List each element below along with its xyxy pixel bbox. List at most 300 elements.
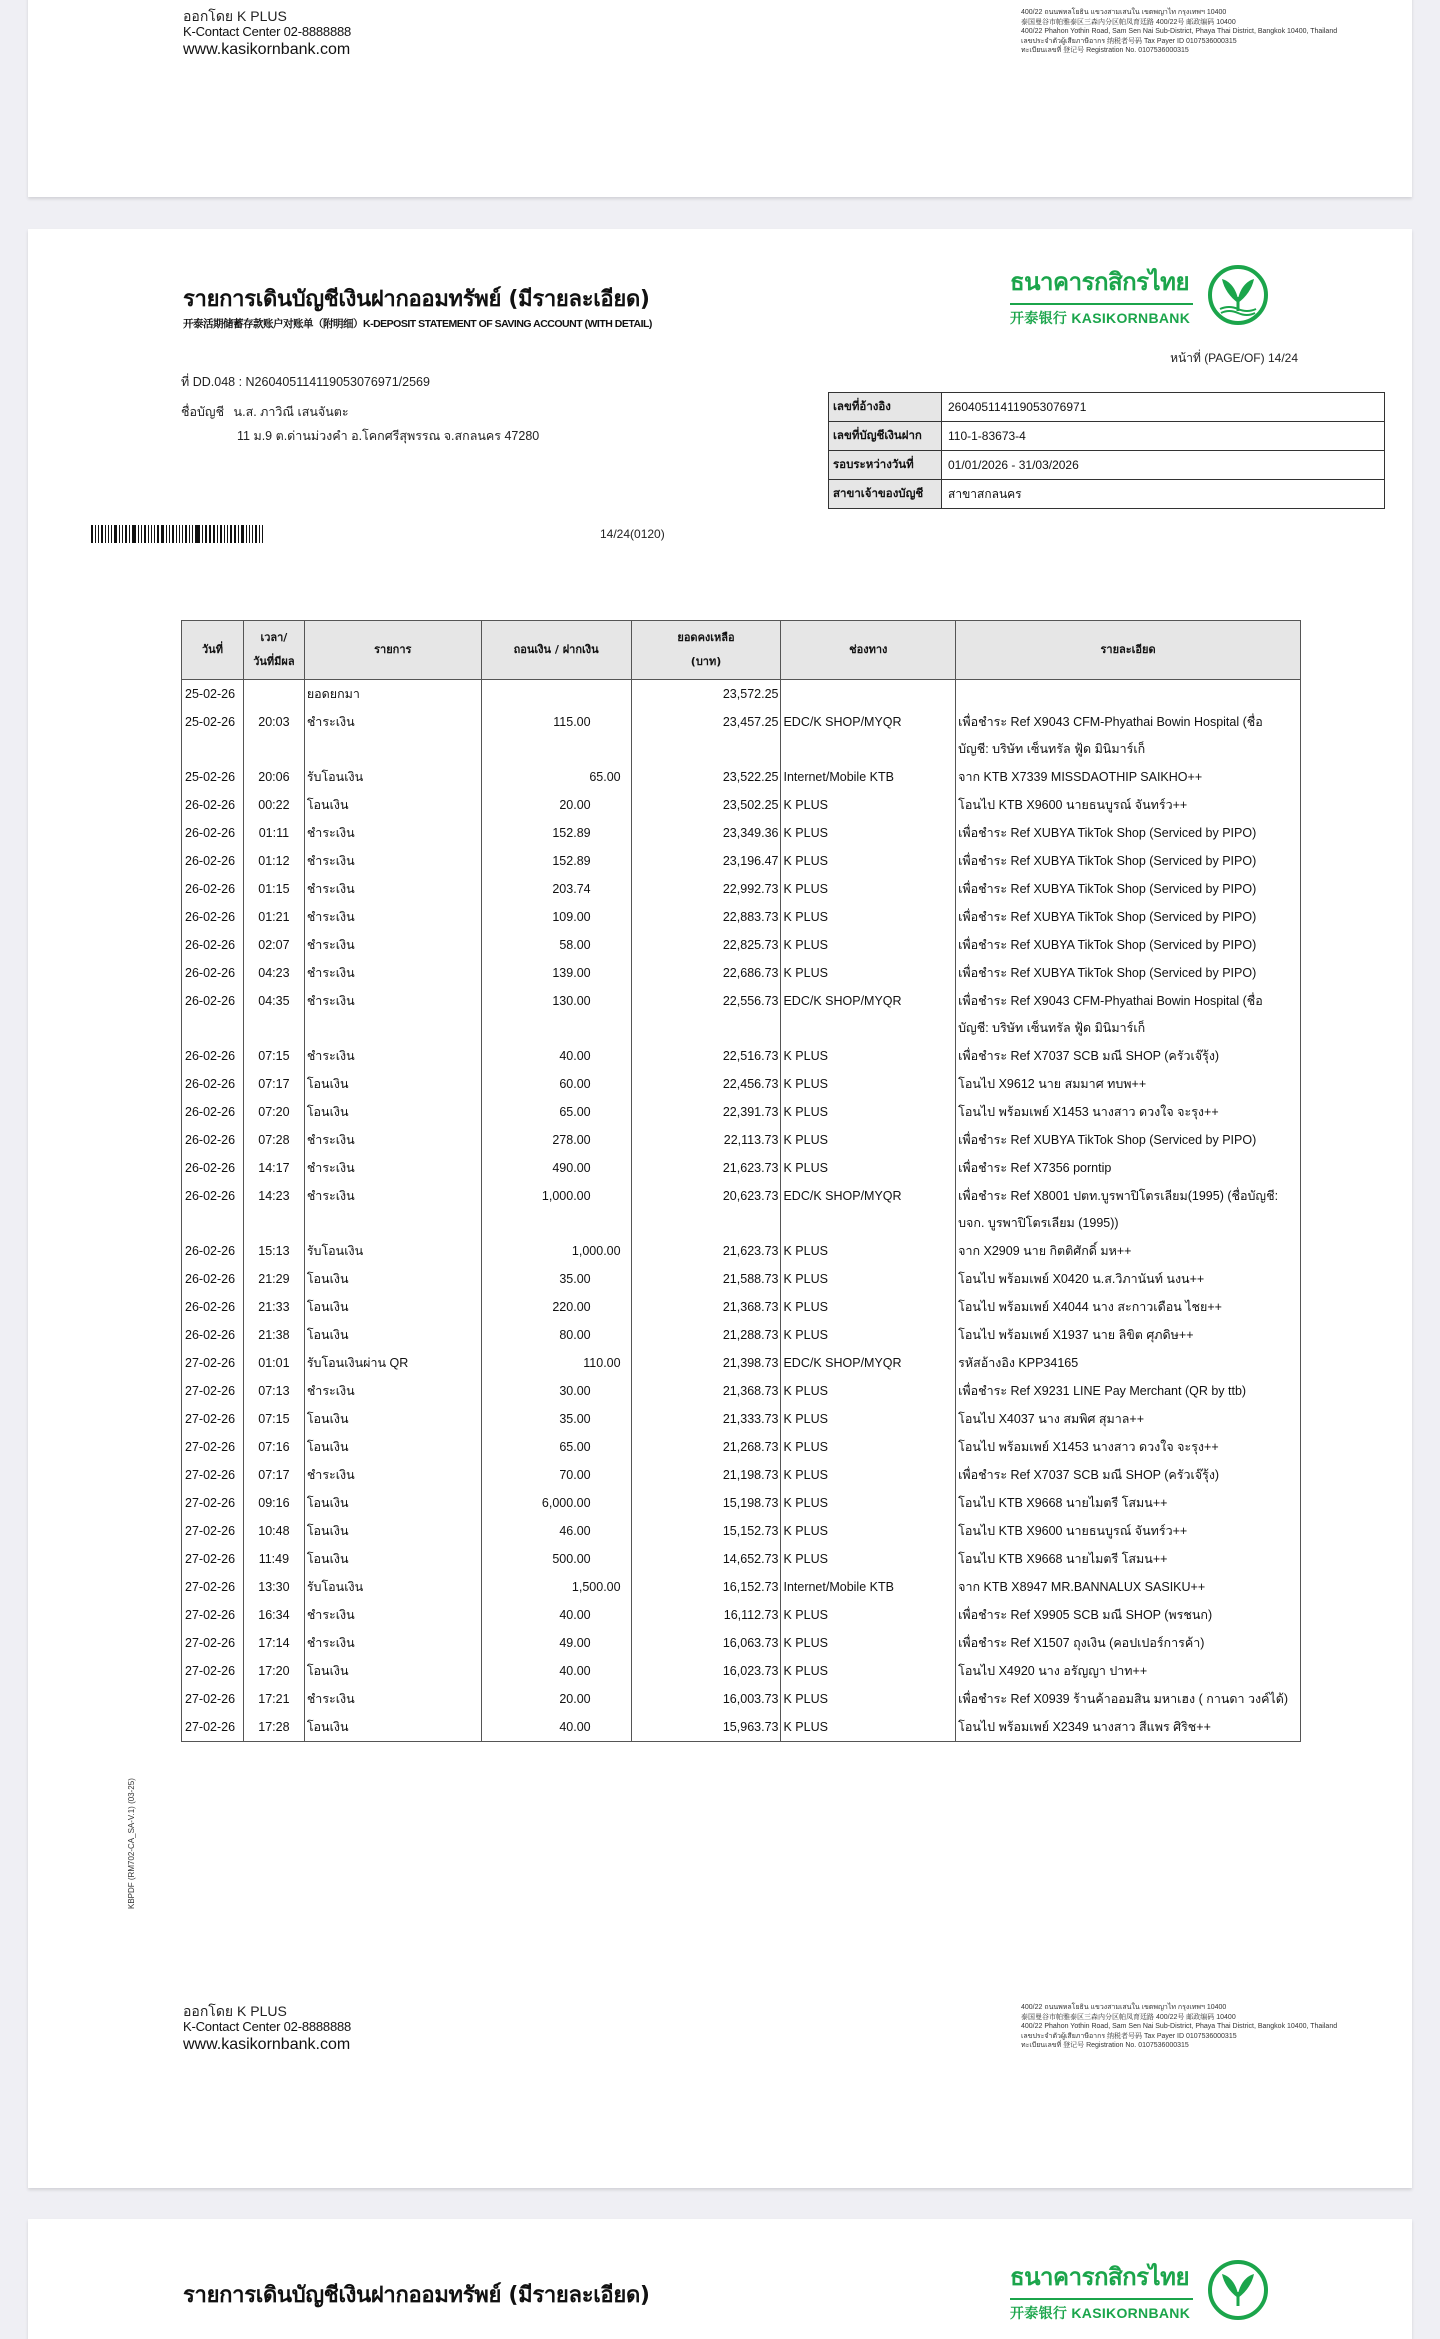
- txn-description: รับโอนเงิน: [304, 1237, 481, 1265]
- table-row: [182, 708, 1301, 763]
- barcode-bar: [185, 525, 187, 543]
- barcode-bar: [255, 525, 257, 543]
- txn-description: ชำระเงิน: [304, 708, 481, 763]
- txn-time: 14:17: [243, 1154, 304, 1182]
- txn-time: [243, 680, 304, 709]
- txn-channel: EDC/K SHOP/MYQR: [781, 708, 956, 763]
- txn-time: 07:13: [243, 1377, 304, 1405]
- txn-time: 01:11: [243, 819, 304, 847]
- txn-channel: K PLUS: [781, 1126, 956, 1154]
- barcode-bar: [176, 525, 177, 543]
- txn-balance: 21,368.73: [631, 1293, 781, 1321]
- txn-date: 27-02-26: [182, 1657, 244, 1685]
- table-row: [182, 875, 1301, 903]
- txn-withdraw: 49.00: [481, 1629, 631, 1657]
- txn-time: 17:21: [243, 1685, 304, 1713]
- barcode-bar: [129, 525, 130, 543]
- info-label: เลขที่บัญชีเงินฝาก: [829, 422, 942, 451]
- barcode-bar: [209, 525, 211, 543]
- barcode-bar: [101, 525, 103, 543]
- txn-channel: K PLUS: [781, 1601, 956, 1629]
- table-row: [182, 1545, 1301, 1573]
- txn-withdraw: 60.00: [481, 1070, 631, 1098]
- barcode-bar: [148, 525, 149, 543]
- table-row: [182, 903, 1301, 931]
- txn-time: 07:17: [243, 1461, 304, 1489]
- txn-withdraw: 40.00: [481, 1042, 631, 1070]
- barcode-bar: [119, 525, 120, 543]
- txn-detail: โอนไป พร้อมเพย์ X1937 นาย ลิขิต ศุภดิษ++: [956, 1321, 1301, 1349]
- account-info-box: [828, 392, 1385, 509]
- txn-withdraw: 152.89: [481, 819, 631, 847]
- txn-description: ชำระเงิน: [304, 931, 481, 959]
- txn-date: 27-02-26: [182, 1685, 244, 1713]
- barcode-bar: [138, 525, 139, 543]
- txn-channel: K PLUS: [781, 1265, 956, 1293]
- txn-channel: K PLUS: [781, 791, 956, 819]
- footer-issued-by: ออกโดย K PLUS: [183, 2003, 287, 2019]
- txn-withdraw: 46.00: [481, 1517, 631, 1545]
- txn-description: รับโอนเงินผ่าน QR: [304, 1349, 481, 1377]
- footer-issued-by: ออกโดย K PLUS: [183, 8, 287, 24]
- txn-time: 04:35: [243, 987, 304, 1042]
- txn-detail: โอนไป X9612 นาย สมมาศ ทบพ++: [956, 1070, 1301, 1098]
- txn-date: 26-02-26: [182, 1042, 244, 1070]
- txn-detail: โอนไป KTB X9600 นายธนบูรณ์ จันทร์ว++: [956, 1517, 1301, 1545]
- info-row-reference: [829, 393, 1385, 422]
- col-header-channel: ช่องทาง: [781, 621, 956, 680]
- txn-channel: K PLUS: [781, 1070, 956, 1098]
- barcode-bar: [91, 525, 93, 543]
- txn-time: 09:16: [243, 1489, 304, 1517]
- barcode-bar: [144, 525, 146, 543]
- txn-withdraw: 20.00: [481, 1685, 631, 1713]
- barcode-bar: [105, 525, 106, 543]
- address-line: เลขประจำตัวผู้เสียภาษีอากร 纳税者号码 Tax Payer ID 0107536000315: [1021, 37, 1237, 45]
- txn-time: 21:33: [243, 1293, 304, 1321]
- txn-description: ชำระเงิน: [304, 1154, 481, 1182]
- col-header-amount: ถอนเงิน / ฝากเงิน: [481, 621, 631, 680]
- address-line: 泰国曼谷市帕雅泰区三森内分区帕凤育廷路 400/22号 邮政编码 10400: [1021, 2013, 1236, 2021]
- account-name-row: [181, 402, 349, 422]
- barcode-bar: [195, 525, 200, 543]
- table-row: [182, 1154, 1301, 1182]
- txn-channel: K PLUS: [781, 1098, 956, 1126]
- table-row: [182, 987, 1301, 1042]
- txn-withdraw: 490.00: [481, 1154, 631, 1182]
- info-label: สาขาเจ้าของบัญชี: [829, 480, 942, 509]
- txn-date: 27-02-26: [182, 1349, 244, 1377]
- txn-detail: โอนไป X4037 นาง สมพิศ สุมาล++: [956, 1405, 1301, 1433]
- txn-channel: K PLUS: [781, 1545, 956, 1573]
- txn-withdraw: [481, 680, 631, 709]
- txn-date: 27-02-26: [182, 1713, 244, 1742]
- table-row: [182, 1237, 1301, 1265]
- txn-withdraw: 278.00: [481, 1126, 631, 1154]
- col-header-description: รายการ: [304, 621, 481, 680]
- txn-detail: เพื่อชำระ Ref X7356 porntip: [956, 1154, 1301, 1182]
- txn-date: 27-02-26: [182, 1573, 244, 1601]
- info-row-period: [829, 451, 1385, 480]
- txn-channel: Internet/Mobile KTB: [781, 763, 956, 791]
- txn-channel: K PLUS: [781, 903, 956, 931]
- txn-date: 26-02-26: [182, 1293, 244, 1321]
- barcode-bar: [161, 525, 164, 543]
- barcode-bar: [166, 525, 167, 543]
- barcode-bar: [151, 525, 152, 543]
- txn-date: 27-02-26: [182, 1545, 244, 1573]
- txn-detail: เพื่อชำระ Ref X9905 SCB มณี SHOP (พรชนก): [956, 1601, 1301, 1629]
- txn-time: 14:23: [243, 1182, 304, 1237]
- txn-balance: 23,572.25: [631, 680, 781, 709]
- txn-balance: 15,963.73: [631, 1713, 781, 1742]
- txn-date: 25-02-26: [182, 708, 244, 763]
- txn-time: 17:14: [243, 1629, 304, 1657]
- bank-name-en: 开泰银行 KASIKORNBANK: [1010, 2305, 1191, 2321]
- barcode-bar: [182, 525, 183, 543]
- txn-date: 26-02-26: [182, 1098, 244, 1126]
- txn-balance: 21,288.73: [631, 1321, 781, 1349]
- txn-date: 25-02-26: [182, 763, 244, 791]
- txn-withdraw: 220.00: [481, 1293, 631, 1321]
- barcode-bar: [217, 525, 218, 543]
- txn-deposit: 65.00: [481, 763, 631, 791]
- txn-balance: 22,391.73: [631, 1098, 781, 1126]
- txn-date: 27-02-26: [182, 1629, 244, 1657]
- txn-channel: K PLUS: [781, 819, 956, 847]
- txn-detail: เพื่อชำระ Ref X9043 CFM-Phyathai Bowin Hospital (ชื่อบัญชี: บริษัท เซ็นทรัล ฟู้ด มินิมาร์เก็: [956, 708, 1301, 763]
- barcode-bar: [220, 525, 222, 543]
- barcode-bar: [172, 525, 174, 543]
- txn-date: 26-02-26: [182, 1182, 244, 1237]
- txn-channel: K PLUS: [781, 1377, 956, 1405]
- txn-time: 01:01: [243, 1349, 304, 1377]
- barcode-bar: [154, 525, 155, 543]
- footer-address: [1021, 2003, 1337, 2051]
- txn-date: 26-02-26: [182, 1321, 244, 1349]
- txn-detail: โอนไป พร้อมเพย์ X2349 นางสาว สีแพร ศิริช++: [956, 1713, 1301, 1742]
- txn-balance: 22,516.73: [631, 1042, 781, 1070]
- statement-page-next: [28, 2219, 1412, 2339]
- txn-detail: โอนไป พร้อมเพย์ X0420 น.ส.วิภานันท์ นงน++: [956, 1265, 1301, 1293]
- table-row: [182, 1265, 1301, 1293]
- table-row: [182, 1126, 1301, 1154]
- barcode-bar: [98, 525, 99, 543]
- txn-date: 27-02-26: [182, 1377, 244, 1405]
- barcode-bar: [252, 525, 253, 543]
- barcode-bar: [169, 525, 170, 543]
- txn-withdraw: 35.00: [481, 1405, 631, 1433]
- table-row: [182, 1713, 1301, 1742]
- table-row: [182, 1685, 1301, 1713]
- txn-date: 27-02-26: [182, 1405, 244, 1433]
- col-header-detail: รายละเอียด: [956, 621, 1301, 680]
- txn-description: โอนเงิน: [304, 1433, 481, 1461]
- txn-channel: K PLUS: [781, 1629, 956, 1657]
- table-row: [182, 959, 1301, 987]
- txn-withdraw: 35.00: [481, 1265, 631, 1293]
- txn-withdraw: 139.00: [481, 959, 631, 987]
- txn-date: 26-02-26: [182, 1126, 244, 1154]
- txn-balance: 14,652.73: [631, 1545, 781, 1573]
- table-row: [182, 763, 1301, 791]
- txn-description: โอนเงิน: [304, 1293, 481, 1321]
- txn-channel: EDC/K SHOP/MYQR: [781, 1182, 956, 1237]
- table-row: [182, 1629, 1301, 1657]
- table-row: [182, 1573, 1301, 1601]
- table-row: [182, 819, 1301, 847]
- form-code: KBPDF (RM702-CA_SA-V.1) (03-25): [127, 1778, 136, 1909]
- txn-time: 01:15: [243, 875, 304, 903]
- txn-detail: โอนไป KTB X9668 นายไมตรี โสมน++: [956, 1545, 1301, 1573]
- txn-detail: จาก KTB X7339 MISSDAOTHIP SAIKHO++: [956, 763, 1301, 791]
- txn-balance: 21,333.73: [631, 1405, 781, 1433]
- txn-description: ชำระเงิน: [304, 819, 481, 847]
- txn-description: ชำระเงิน: [304, 1461, 481, 1489]
- address-line: ทะเบียนเลขที่ 登记号 Registration No. 0107536000315: [1021, 47, 1189, 54]
- kasikornbank-logo-icon: [1206, 2258, 1270, 2322]
- txn-date: 26-02-26: [182, 1237, 244, 1265]
- page-subtitle: 开泰活期储蓄存款账户对账单（附明细）K-DEPOSIT STATEMENT OF SAVING ACCOUNT (WITH DETAIL): [183, 318, 652, 330]
- footer-website: www.kasikornbank.com: [183, 2036, 351, 2053]
- txn-balance: 23,522.25: [631, 763, 781, 791]
- table-row: [182, 1098, 1301, 1126]
- txn-balance: 21,623.73: [631, 1237, 781, 1265]
- txn-balance: 23,502.25: [631, 791, 781, 819]
- table-row: [182, 847, 1301, 875]
- txn-detail: เพื่อชำระ Ref X7037 SCB มณี SHOP (ครัวเจ๊รุ้ง): [956, 1042, 1301, 1070]
- txn-time: 07:28: [243, 1126, 304, 1154]
- txn-date: 26-02-26: [182, 1265, 244, 1293]
- col-header-time-line: เวลา/: [260, 631, 288, 644]
- txn-balance: 21,398.73: [631, 1349, 781, 1377]
- barcode-bar: [114, 525, 117, 543]
- txn-channel: K PLUS: [781, 1042, 956, 1070]
- col-header-time-line: วันที่มีผล: [253, 655, 295, 668]
- txn-time: 15:13: [243, 1237, 304, 1265]
- txn-description: โอนเงิน: [304, 1098, 481, 1126]
- txn-date: 25-02-26: [182, 680, 244, 709]
- txn-balance: 20,623.73: [631, 1182, 781, 1237]
- txn-date: 26-02-26: [182, 875, 244, 903]
- txn-detail: จาก KTB X8947 MR.BANNALUX SASIKU++: [956, 1573, 1301, 1601]
- statement-page: [28, 229, 1412, 2188]
- txn-date: 26-02-26: [182, 959, 244, 987]
- txn-withdraw: 40.00: [481, 1713, 631, 1742]
- txn-balance: 22,686.73: [631, 959, 781, 987]
- txn-time: 07:15: [243, 1042, 304, 1070]
- txn-description: โอนเงิน: [304, 1321, 481, 1349]
- txn-description: โอนเงิน: [304, 1517, 481, 1545]
- txn-date: 26-02-26: [182, 987, 244, 1042]
- txn-detail: เพื่อชำระ Ref X8001 ปตท.บูรพาปิโตรเลียม(1995) (ชื่อบัญชี: บจก. บูรพาปิโตรเลียม (1995)): [956, 1182, 1301, 1237]
- txn-time: 07:16: [243, 1433, 304, 1461]
- txn-date: 26-02-26: [182, 847, 244, 875]
- txn-withdraw: 20.00: [481, 791, 631, 819]
- txn-date: 26-02-26: [182, 819, 244, 847]
- txn-withdraw: 1,000.00: [481, 1182, 631, 1237]
- table-row: [182, 1433, 1301, 1461]
- page-title: รายการเดินบัญชีเงินฝากออมทรัพย์ (มีรายละเอียด): [183, 2283, 650, 2308]
- txn-detail: เพื่อชำระ Ref XUBYA TikTok Shop (Serviced by PIPO): [956, 931, 1301, 959]
- txn-channel: K PLUS: [781, 1489, 956, 1517]
- address-line: 400/22 Phahon Yothin Road, Sam Sen Nai Sub-District, Phaya Thai District, Bangkok 10400, Thailand: [1021, 28, 1338, 35]
- txn-time: 07:15: [243, 1405, 304, 1433]
- col-header-date: วันที่: [182, 621, 244, 680]
- txn-description: โอนเงิน: [304, 1489, 481, 1517]
- bank-logo-text: [1010, 262, 1220, 328]
- txn-withdraw: 80.00: [481, 1321, 631, 1349]
- barcode-bar: [262, 525, 263, 543]
- txn-channel: Internet/Mobile KTB: [781, 1573, 956, 1601]
- barcode-bar: [122, 525, 123, 543]
- barcode-caption: 14/24(0120): [600, 527, 665, 541]
- txn-detail: เพื่อชำระ Ref X7037 SCB มณี SHOP (ครัวเจ๊รุ้ง): [956, 1461, 1301, 1489]
- page-title: รายการเดินบัญชีเงินฝากออมทรัพย์ (มีรายละเอียด): [183, 287, 650, 312]
- txn-time: 00:22: [243, 791, 304, 819]
- txn-withdraw: 500.00: [481, 1545, 631, 1573]
- txn-description: ชำระเงิน: [304, 875, 481, 903]
- txn-channel: K PLUS: [781, 847, 956, 875]
- statement-page-previous: [28, 0, 1412, 197]
- txn-balance: 16,152.73: [631, 1573, 781, 1601]
- txn-time: 01:12: [243, 847, 304, 875]
- page-number: หน้าที่ (PAGE/OF) 14/24: [1170, 351, 1298, 365]
- col-header-balance-line: ยอดคงเหลือ: [677, 631, 735, 644]
- txn-description: ชำระเงิน: [304, 1377, 481, 1405]
- txn-detail: โอนไป KTB X9668 นายไมตรี โสมน++: [956, 1489, 1301, 1517]
- txn-time: 10:48: [243, 1517, 304, 1545]
- txn-channel: K PLUS: [781, 1154, 956, 1182]
- txn-date: 26-02-26: [182, 903, 244, 931]
- txn-withdraw: 203.74: [481, 875, 631, 903]
- txn-description: ชำระเงิน: [304, 903, 481, 931]
- txn-withdraw: 40.00: [481, 1601, 631, 1629]
- txn-time: 17:20: [243, 1657, 304, 1685]
- address-line: เลขประจำตัวผู้เสียภาษีอากร 纳税者号码 Tax Payer ID 0107536000315: [1021, 2032, 1237, 2040]
- txn-time: 17:28: [243, 1713, 304, 1742]
- col-header-time: [243, 621, 304, 680]
- barcode-bar: [224, 525, 225, 543]
- table-row: [182, 1461, 1301, 1489]
- txn-date: 27-02-26: [182, 1461, 244, 1489]
- col-header-balance: [631, 621, 781, 680]
- txn-description: ชำระเงิน: [304, 1042, 481, 1070]
- txn-detail: [956, 680, 1301, 709]
- txn-detail: โอนไป X4920 นาง อรัญญา ปาท++: [956, 1657, 1301, 1685]
- table-row: [182, 1070, 1301, 1098]
- txn-date: 27-02-26: [182, 1489, 244, 1517]
- txn-detail: รหัสอ้างอิง KPP34165: [956, 1349, 1301, 1377]
- txn-balance: 23,349.36: [631, 819, 781, 847]
- txn-description: ชำระเงิน: [304, 1685, 481, 1713]
- barcode-bar: [108, 525, 109, 543]
- barcode-bar: [213, 525, 215, 543]
- table-row: [182, 1657, 1301, 1685]
- info-value: 01/01/2026 - 31/03/2026: [942, 451, 1385, 480]
- txn-time: 02:07: [243, 931, 304, 959]
- info-value: สาขาสกลนคร: [942, 480, 1385, 509]
- txn-balance: 22,883.73: [631, 903, 781, 931]
- txn-detail: เพื่อชำระ Ref XUBYA TikTok Shop (Serviced by PIPO): [956, 847, 1301, 875]
- txn-date: 26-02-26: [182, 791, 244, 819]
- barcode-bar: [238, 525, 239, 543]
- barcode-bar: [157, 525, 159, 543]
- txn-balance: 16,112.73: [631, 1601, 781, 1629]
- txn-date: 27-02-26: [182, 1433, 244, 1461]
- info-row-branch: [829, 480, 1385, 509]
- txn-withdraw: 40.00: [481, 1657, 631, 1685]
- txn-detail: โอนไป พร้อมเพย์ X1453 นางสาว ดวงใจ จะรุง++: [956, 1098, 1301, 1126]
- txn-detail: เพื่อชำระ Ref X9043 CFM-Phyathai Bowin Hospital (ชื่อบัญชี: บริษัท เซ็นทรัล ฟู้ด มินิมาร์เก็: [956, 987, 1301, 1042]
- barcode-bar: [202, 525, 203, 543]
- txn-withdraw: 152.89: [481, 847, 631, 875]
- address-line: 400/22 Phahon Yothin Road, Sam Sen Nai Sub-District, Phaya Thai District, Bangkok 10400, Thailand: [1021, 2023, 1338, 2030]
- txn-balance: 23,196.47: [631, 847, 781, 875]
- account-name: น.ส. ภาวิณี เสนจันตะ: [233, 405, 349, 419]
- txn-channel: K PLUS: [781, 1685, 956, 1713]
- txn-detail: เพื่อชำระ Ref XUBYA TikTok Shop (Serviced by PIPO): [956, 903, 1301, 931]
- txn-balance: 21,623.73: [631, 1154, 781, 1182]
- txn-channel: EDC/K SHOP/MYQR: [781, 1349, 956, 1377]
- barcode-bar: [230, 525, 232, 543]
- txn-time: 11:49: [243, 1545, 304, 1573]
- txn-channel: K PLUS: [781, 1237, 956, 1265]
- txn-balance: 22,825.73: [631, 931, 781, 959]
- address-line: 400/22 ถนนพหลโยธิน แขวงสามเสนใน เขตพญาไท กรุงเทพฯ 10400: [1021, 9, 1227, 16]
- info-value: 110-1-83673-4: [942, 422, 1385, 451]
- txn-balance: 21,588.73: [631, 1265, 781, 1293]
- txn-description: ชำระเงิน: [304, 1629, 481, 1657]
- txn-withdraw: 115.00: [481, 708, 631, 763]
- barcode-bar: [189, 525, 190, 543]
- txn-deposit: 1,500.00: [481, 1573, 631, 1601]
- txn-channel: [781, 680, 956, 709]
- txn-balance: 21,268.73: [631, 1433, 781, 1461]
- bank-name-en: 开泰银行 KASIKORNBANK: [1010, 310, 1191, 326]
- txn-time: 01:21: [243, 903, 304, 931]
- table-row: [182, 1517, 1301, 1545]
- txn-withdraw: 6,000.00: [481, 1489, 631, 1517]
- txn-time: 07:20: [243, 1098, 304, 1126]
- table-header-row: [182, 621, 1301, 680]
- txn-description: รับโอนเงิน: [304, 763, 481, 791]
- txn-date: 26-02-26: [182, 931, 244, 959]
- bank-name-th: ธนาคารกสิกรไทย: [1010, 2263, 1190, 2291]
- footer-address: [1021, 8, 1337, 56]
- txn-time: 04:23: [243, 959, 304, 987]
- kasikornbank-logo-icon: [1206, 263, 1270, 327]
- txn-description: ชำระเงิน: [304, 959, 481, 987]
- txn-detail: เพื่อชำระ Ref X1507 ถุงเงิน (คอปเปอร์การค้า): [956, 1629, 1301, 1657]
- txn-channel: K PLUS: [781, 1293, 956, 1321]
- barcode-bar: [241, 525, 244, 543]
- txn-withdraw: 109.00: [481, 903, 631, 931]
- txn-withdraw: 130.00: [481, 987, 631, 1042]
- txn-time: 20:06: [243, 763, 304, 791]
- table-row: [182, 1293, 1301, 1321]
- barcode-bar: [205, 525, 207, 543]
- txn-description: รับโอนเงิน: [304, 1573, 481, 1601]
- txn-balance: 16,063.73: [631, 1629, 781, 1657]
- transactions-table: [181, 620, 1301, 1742]
- txn-date: 27-02-26: [182, 1517, 244, 1545]
- txn-description: ชำระเงิน: [304, 847, 481, 875]
- footer-contact: K-Contact Center 02-8888888: [183, 24, 352, 39]
- info-label: รอบระหว่างวันที่: [829, 451, 942, 480]
- txn-balance: 22,556.73: [631, 987, 781, 1042]
- table-row: [182, 1489, 1301, 1517]
